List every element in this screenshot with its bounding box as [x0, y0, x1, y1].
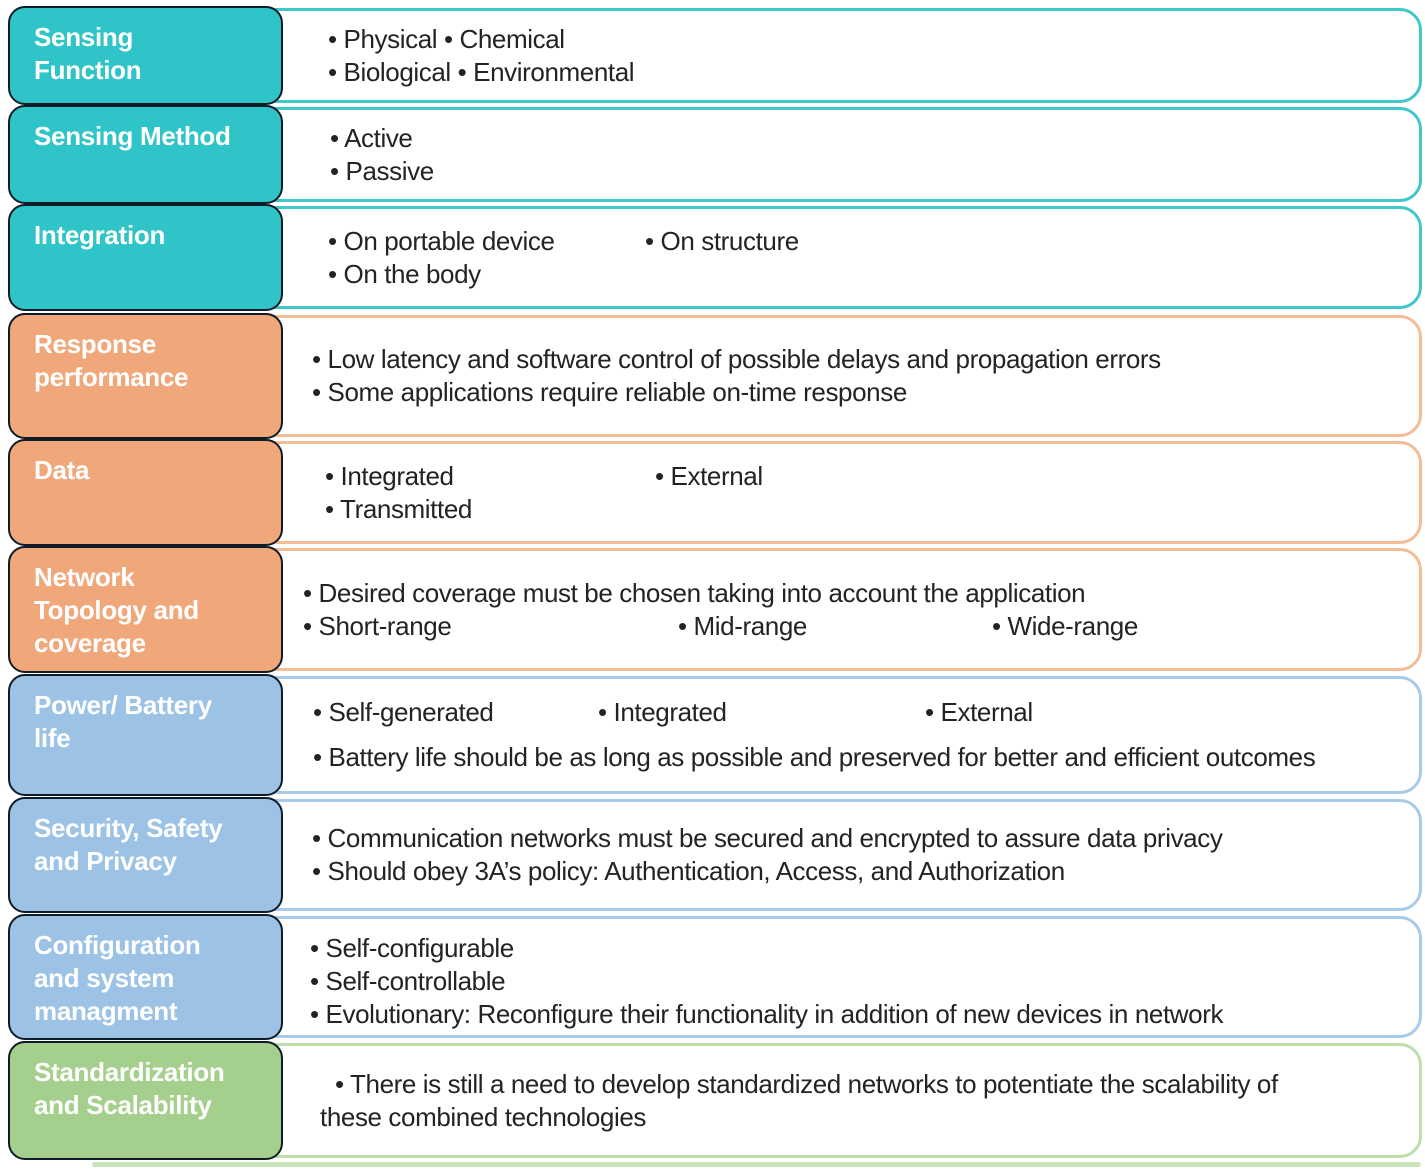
- row-label-text: Security, Safety: [34, 813, 223, 843]
- bullet-item: • Self-configurable: [310, 932, 514, 963]
- row-label-text: Topology and: [34, 595, 199, 625]
- bullet-item: • On the body: [328, 258, 481, 289]
- bullet-item: • Biological • Environmental: [328, 56, 635, 87]
- bottom-accent-line: [92, 1162, 1421, 1167]
- row-label-text: and Scalability: [34, 1090, 212, 1120]
- bullet-item: these combined technologies: [320, 1101, 646, 1132]
- row-label-text: Function: [34, 55, 142, 85]
- bullet-item: • Should obey 3A’s policy: Authentication, Access, and Authorization: [312, 856, 1065, 886]
- bullet-item: • Short-range: [303, 610, 452, 641]
- row-label-sensing-method: [8, 105, 283, 204]
- row-label-text: performance: [34, 362, 189, 392]
- row-label-data: [8, 439, 283, 546]
- row-label-text: Standardization: [34, 1057, 225, 1087]
- row-label-text: Configuration: [34, 930, 201, 960]
- feature-row-sensing-method: [0, 107, 1425, 202]
- row-label-text: managment: [34, 996, 178, 1026]
- row-label-text: and system: [34, 963, 175, 993]
- row-label-response-performance: [8, 313, 283, 439]
- bullet-item: • Integrated: [325, 460, 454, 491]
- bullet-item: • Low latency and software control of possible delays and propagation errors: [312, 344, 1161, 374]
- bullet-item: • Wide-range: [992, 610, 1138, 641]
- bullet-item: • Self-generated: [313, 697, 494, 727]
- row-label-text: Data: [34, 455, 90, 485]
- bullet-item: • Passive: [330, 155, 434, 186]
- row-label-power-battery-life: [8, 674, 283, 796]
- feature-row-network-topology-and-coverage: [0, 548, 1425, 671]
- bullet-item: • Some applications require reliable on-time response: [312, 377, 907, 407]
- bullet-item: • Communication networks must be secured and encrypted to assure data privacy: [312, 823, 1223, 853]
- row-label-text: and Privacy: [34, 846, 177, 876]
- row-label-text: life: [34, 723, 71, 753]
- feature-row-security-safety-and-privacy: [0, 799, 1425, 911]
- feature-row-response-performance: [0, 315, 1425, 437]
- row-label-text: Sensing Method: [34, 121, 231, 151]
- feature-row-data: [0, 441, 1425, 544]
- row-label-text: Power/ Battery: [34, 690, 212, 720]
- feature-row-power-battery-life: [0, 676, 1425, 794]
- bullet-item: • Transmitted: [325, 493, 472, 524]
- bullet-item: • On portable device: [328, 225, 555, 256]
- row-label-standardization-and-scalability: [8, 1041, 283, 1160]
- bullet-item: • On structure: [645, 225, 799, 256]
- feature-row-integration: [0, 206, 1425, 309]
- row-label-text: Network: [34, 562, 135, 592]
- bullet-item: • Desired coverage must be chosen taking into account the application: [303, 577, 1086, 608]
- bullet-item: • External: [655, 460, 763, 491]
- row-label-security-safety-and-privacy: [8, 797, 283, 913]
- bullet-item: • Physical • Chemical: [328, 23, 565, 54]
- bullet-item: • Mid-range: [678, 610, 807, 641]
- row-label-integration: [8, 204, 283, 311]
- row-label-network-topology-and-coverage: [8, 546, 283, 673]
- bullet-item: • There is still a need to develop standardized networks to potentiate the scalability of: [335, 1068, 1278, 1099]
- row-label-text: coverage: [34, 628, 146, 658]
- bullet-item: • Evolutionary: Reconfigure their functionality in addition of new devices in network: [310, 998, 1224, 1029]
- bullet-item: • Integrated: [598, 697, 727, 727]
- row-label-text: Sensing: [34, 22, 134, 52]
- bullet-item: • Battery life should be as long as possible and preserved for better and efficient outcomes: [313, 742, 1316, 772]
- bullet-item: • External: [925, 697, 1033, 727]
- row-label-text: Response: [34, 329, 156, 359]
- bullet-item: • Active: [330, 122, 413, 153]
- feature-row-configuration-and-system-managment: [0, 916, 1425, 1038]
- bullet-item: • Self-controllable: [310, 965, 506, 996]
- feature-row-standardization-and-scalability: [0, 1043, 1425, 1158]
- feature-row-sensing-function: [0, 8, 1425, 103]
- row-label-configuration-and-system-managment: [8, 914, 283, 1040]
- row-label-sensing-function: [8, 6, 283, 105]
- row-label-text: Integration: [34, 220, 166, 250]
